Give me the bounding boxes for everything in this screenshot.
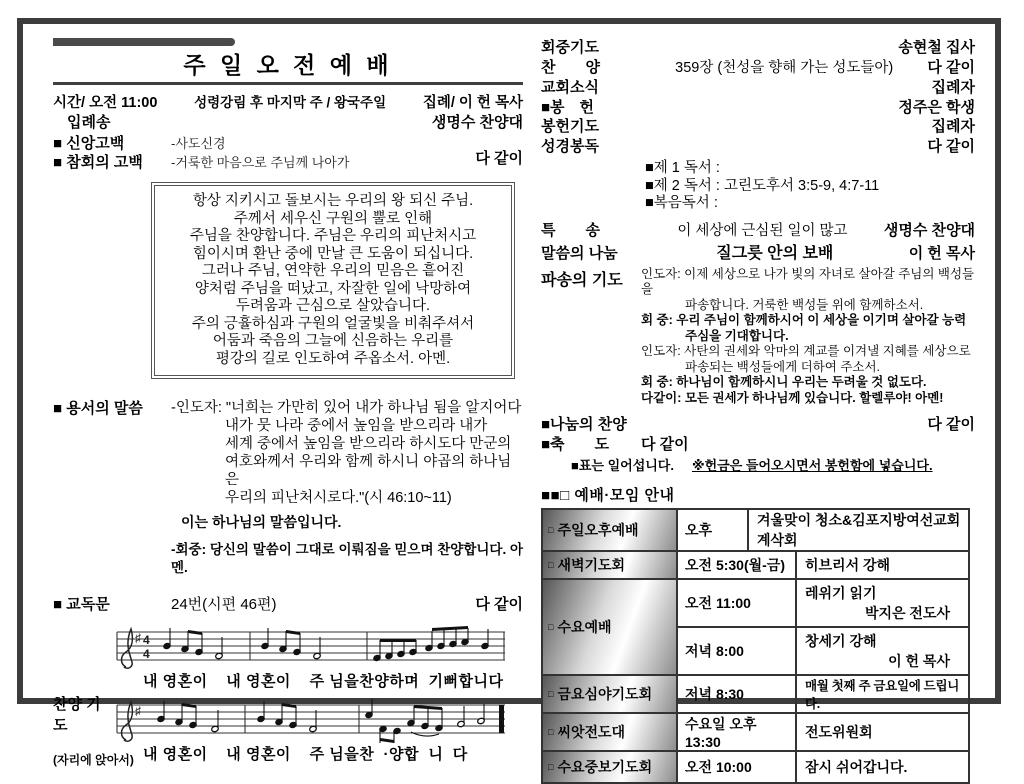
forgiveness-text bbox=[171, 399, 523, 577]
treble-clef-icon bbox=[122, 629, 133, 668]
prayer-line: 주께서 세우신 구원의 뿔로 인해 bbox=[233, 210, 433, 227]
schedule-time: 오전 5:30(월-금) bbox=[678, 552, 797, 578]
title-rule bbox=[53, 82, 523, 85]
sending-line: 파송합니다. 거룩한 백성들 위에 함께하소서. bbox=[685, 297, 924, 312]
prayer-line: 그러나 주님, 연약한 우리의 믿음은 흩어진 bbox=[201, 263, 465, 279]
schedule-name: 금요심야기도회 bbox=[557, 686, 653, 702]
schedule-row-sunday-afternoon bbox=[543, 510, 968, 552]
title-accent-bar bbox=[53, 38, 235, 46]
svg-text:4: 4 bbox=[143, 633, 150, 647]
sheet-music-staff-1 bbox=[115, 620, 507, 672]
sending-prayer-section bbox=[541, 267, 975, 407]
open-square-bullet: □ bbox=[548, 761, 554, 772]
order-row-congregational-prayer bbox=[541, 38, 975, 58]
wednesday-morning-sub-row bbox=[678, 580, 968, 628]
officiant: 집례/ 이 헌 목사 bbox=[422, 95, 523, 111]
sending-line: 회 중: 하나님이 함께하시니 우리는 두려울 것 없도다. bbox=[641, 375, 927, 389]
prayer-line: 두려움과 근심으로 살았습니다. bbox=[235, 298, 431, 314]
schedule-row-wednesday-intercession bbox=[543, 752, 968, 782]
forgiveness-response: -회중: 당신의 말씀이 그대로 이뤄짐을 믿으며 찬양합니다. 아멘. bbox=[171, 542, 523, 575]
confession-row bbox=[53, 153, 349, 172]
benediction-row bbox=[541, 435, 975, 455]
responsive-reading-all: 다 같이 bbox=[475, 596, 523, 613]
creed-label: ■ 신앙고백 bbox=[53, 135, 125, 152]
order-row-announcements bbox=[541, 78, 975, 98]
responsive-reading-label: ■ 교독문 bbox=[53, 596, 110, 613]
wednesday-evening-sub-row bbox=[678, 628, 968, 674]
final-barline bbox=[499, 705, 504, 733]
schedule-person: 이 헌 목사 bbox=[888, 653, 950, 669]
schedule-desc: 레위기 읽기 bbox=[805, 585, 877, 601]
sharp-icon: ♯ bbox=[135, 704, 141, 718]
forgiveness-line: -인도자: "너희는 가만히 있어 내가 하나님 됨을 알지어다 bbox=[171, 400, 522, 416]
offering-note: ※헌금은 들어오시면서 봉헌함에 넣습니다. bbox=[691, 458, 933, 473]
entrance-song-choir: 생명수 찬양대 bbox=[431, 114, 523, 131]
reading-line: ■제 1 독서 : bbox=[645, 160, 720, 176]
schedule-time: 오전 11:00 bbox=[678, 580, 797, 626]
schedule-desc: 창세기 강해 bbox=[805, 633, 877, 649]
sheet-music-staff-2 bbox=[115, 693, 507, 745]
order-row-offering bbox=[541, 98, 975, 118]
schedule-row-dawn-prayer bbox=[543, 552, 968, 580]
order-person: 다 같이 bbox=[927, 58, 975, 76]
schedule-time: 저녁 8:00 bbox=[678, 628, 797, 674]
sending-line: 파송되는 백성들에게 더하여 주소서. bbox=[685, 359, 881, 374]
order-person: 정주은 학생 bbox=[898, 98, 975, 116]
creed-confession-rows bbox=[53, 134, 349, 172]
order-person: 송현철 집사 bbox=[898, 39, 975, 56]
sending-line: 회 중: 우리 주님이 함께하시어 이 세상을 이기며 살아갈 능력 bbox=[641, 313, 967, 327]
schedule-row-wednesday-service bbox=[543, 580, 968, 676]
open-square-bullet: □ bbox=[548, 559, 554, 570]
schedule-time: 저녁 8:30 bbox=[678, 676, 797, 712]
schedule-name-cell bbox=[543, 752, 678, 782]
order-label: 성경봉독 bbox=[541, 137, 599, 155]
order-person: 집례자 bbox=[931, 118, 975, 135]
prayer-line: 항상 지키시고 돌보시는 우리의 왕 되신 주님. bbox=[192, 193, 474, 209]
sharp-icon: ♯ bbox=[135, 631, 141, 645]
creed-row bbox=[53, 134, 349, 153]
prayer-line: 어둠과 죽음의 그늘에 신음하는 우리를 bbox=[212, 333, 454, 349]
creed-detail: -사도신경 bbox=[171, 136, 226, 151]
schedule-desc-cell bbox=[797, 580, 968, 626]
prayer-line: 양처럼 주님을 떠났고, 자잘한 일에 낙망하여 bbox=[194, 280, 472, 297]
sheet-music-2 bbox=[115, 693, 507, 768]
word-of-forgiveness-section bbox=[53, 399, 523, 577]
sending-prayer-label: 파송의 기도 bbox=[541, 271, 623, 289]
prayer-line: 힘이시며 환난 중에 만날 큰 도움이 되십니다. bbox=[192, 245, 474, 262]
benediction-all: 다 같이 bbox=[641, 435, 689, 453]
benediction-label: ■축 도 bbox=[541, 435, 610, 453]
open-square-bullet: □ bbox=[548, 524, 554, 535]
special-song-row bbox=[541, 221, 975, 242]
sermon-row bbox=[541, 244, 975, 264]
schedule-table bbox=[541, 508, 970, 784]
sheet-music-1 bbox=[115, 620, 507, 691]
schedule-name-cell bbox=[543, 676, 678, 712]
left-page bbox=[53, 36, 523, 768]
schedule-name-cell bbox=[543, 510, 678, 550]
right-page bbox=[541, 38, 975, 784]
schedule-name-cell bbox=[543, 580, 678, 674]
scripture-readings bbox=[645, 160, 975, 213]
schedule-row-friday-night-prayer bbox=[543, 676, 968, 714]
sending-line: 인도자: 이제 세상으로 나가 빛의 자녀로 살아갈 주님의 백성들을 bbox=[641, 266, 975, 296]
open-square-bullet: □ bbox=[548, 726, 554, 737]
order-person: 집례자 bbox=[931, 79, 975, 96]
responsive-reading-row bbox=[53, 593, 523, 614]
order-label: 찬 양 bbox=[541, 58, 600, 76]
order-label: 봉헌기도 bbox=[541, 118, 599, 135]
chant-prayer-labels bbox=[53, 693, 134, 768]
sharing-praise-label: ■나눔의 찬양 bbox=[541, 416, 627, 433]
order-label: 회중기도 bbox=[541, 39, 599, 56]
sermon-label: 말씀의 나눔 bbox=[541, 245, 618, 262]
confession-detail: -거룩한 마음으로 주님께 나아가 bbox=[171, 155, 350, 170]
schedule-desc: 겨울맞이 청소&김포지방여선교회계삭회 bbox=[757, 512, 961, 548]
responsive-reading-number: 24번(시편 46편) bbox=[171, 596, 277, 613]
order-person: 다 같이 bbox=[927, 137, 975, 155]
schedule-time: 수요일 오후 13:30 bbox=[678, 714, 797, 750]
special-song-choir: 생명수 찬양대 bbox=[883, 221, 975, 239]
forgiveness-line: 세계 중에서 높임을 받으리라 하시도다 만군의 bbox=[225, 436, 512, 452]
schedule-row-seed-evangelism bbox=[543, 714, 968, 752]
schedule-desc: 전도위원회 bbox=[805, 724, 873, 740]
confession-prayer-box bbox=[151, 182, 515, 379]
bulletin-page-frame bbox=[17, 18, 1001, 775]
open-square-bullet: □ bbox=[548, 621, 554, 632]
sending-line: 다같이: 모든 권세가 하나님께 있습니다. 할렐루야! 아멘! bbox=[641, 390, 944, 405]
sending-line: 인도자: 사탄의 권세와 악마의 계교를 이겨낼 지혜를 세상으로 bbox=[641, 344, 971, 358]
schedule-desc-cell bbox=[797, 628, 968, 674]
footnote-row bbox=[571, 458, 975, 474]
chant-prayer-note: (자리에 앉아서) bbox=[53, 753, 134, 767]
prayer-line: 주님을 찬양합니다. 주님은 우리의 피난처시고 bbox=[189, 228, 477, 244]
schedule-name: 수요중보기도회 bbox=[557, 759, 653, 775]
reading-line: ■제 2 독서 : 고린도후서 3:5-9, 4:7-11 bbox=[645, 177, 880, 194]
schedule-person: 박지은 전도사 bbox=[864, 605, 950, 621]
chant-prayer-label: 찬양 기도 bbox=[53, 696, 101, 734]
order-row-hymn bbox=[541, 58, 975, 79]
forgiveness-label: ■ 용서의 말씀 bbox=[53, 400, 143, 417]
page-title: 주 일 오 전 예 배 bbox=[183, 52, 393, 78]
lyrics-line-1: 내 영혼이 내 영혼이 주 님을찬양하며 기뻐합니다 bbox=[143, 673, 504, 690]
sharing-praise-all: 다 같이 bbox=[927, 416, 975, 433]
chant-prayer-section bbox=[53, 693, 523, 768]
treble-clef-icon bbox=[122, 702, 133, 741]
svg-text:4: 4 bbox=[143, 647, 150, 661]
entrance-song-label: 입례송 bbox=[67, 114, 111, 131]
open-square-bullet: □ bbox=[548, 688, 554, 699]
liturgical-season: 성령강림 후 마지막 주 / 왕국주일 bbox=[194, 95, 387, 110]
sermon-preacher: 이 헌 목사 bbox=[908, 245, 975, 262]
special-song-title: 이 세상에 근심된 일이 많고 bbox=[677, 222, 848, 239]
all-together-label: 다 같이 bbox=[475, 149, 523, 167]
prayer-line: 평강의 길로 인도하여 주옵소서. 아멘. bbox=[215, 350, 451, 367]
service-time: 시간/ 오전 11:00 bbox=[53, 95, 158, 111]
schedule-name: 씨앗전도대 bbox=[557, 724, 626, 740]
wednesday-sub-rows bbox=[678, 580, 968, 674]
order-label: ■봉 헌 bbox=[541, 98, 595, 116]
prayer-line: 주의 긍휼하심과 구원의 얼굴빛을 비춰주셔서 bbox=[191, 315, 475, 332]
schedule-name-cell bbox=[543, 552, 678, 578]
schedule-time: 오전 10:00 bbox=[678, 752, 797, 782]
schedule-time: 오후 bbox=[678, 510, 749, 550]
hymn-number: 359장 (천성을 향해 가는 성도들아) bbox=[675, 59, 894, 76]
schedule-desc: 매월 첫째 주 금요일에 드립니다. bbox=[805, 679, 959, 711]
creed-confession-block bbox=[53, 134, 523, 172]
service-info-row bbox=[53, 91, 523, 112]
schedule-desc: 히브리서 강해 bbox=[805, 557, 891, 573]
entrance-song-row bbox=[53, 114, 523, 132]
order-row-scripture bbox=[541, 137, 975, 157]
order-row-offering-prayer bbox=[541, 117, 975, 137]
schedule-name-cell bbox=[543, 714, 678, 750]
lyrics-line-2: 내 영혼이 내 영혼이 주 님을찬 ·양합 니 다 bbox=[143, 746, 468, 763]
sharing-praise-row bbox=[541, 415, 975, 435]
schedule-name: 주일오후예배 bbox=[557, 522, 639, 538]
confession-label: ■ 참회의 고백 bbox=[53, 154, 143, 171]
schedule-name: 수요예배 bbox=[557, 619, 612, 635]
order-label: 교회소식 bbox=[541, 79, 599, 96]
schedule-name: 새벽기도회 bbox=[557, 557, 626, 573]
special-song-label: 특 송 bbox=[541, 221, 600, 239]
forgiveness-line: 여호와께서 우리와 함께 하시니 야곱의 하나님은 bbox=[225, 454, 512, 488]
forgiveness-word: 이는 하나님의 말씀입니다. bbox=[181, 514, 342, 530]
schedule-desc: 잠시 쉬어갑니다. bbox=[805, 759, 908, 775]
forgiveness-line: 우리의 피난처시로다."(시 46:10~11) bbox=[225, 490, 452, 506]
reading-line: ■복음독서 : bbox=[645, 195, 718, 211]
schedule-heading: ■■□ 예배·모임 안내 bbox=[541, 487, 675, 504]
sending-prayer-text bbox=[641, 267, 975, 407]
forgiveness-line: 내가 뭇 나라 중에서 높임을 받으리라 내가 bbox=[225, 418, 488, 434]
sending-line: 주심을 기대합니다. bbox=[685, 328, 789, 343]
sermon-title: 질그릇 안의 보배 bbox=[716, 245, 834, 262]
stand-note: ■표는 일어섭니다. bbox=[571, 458, 674, 473]
